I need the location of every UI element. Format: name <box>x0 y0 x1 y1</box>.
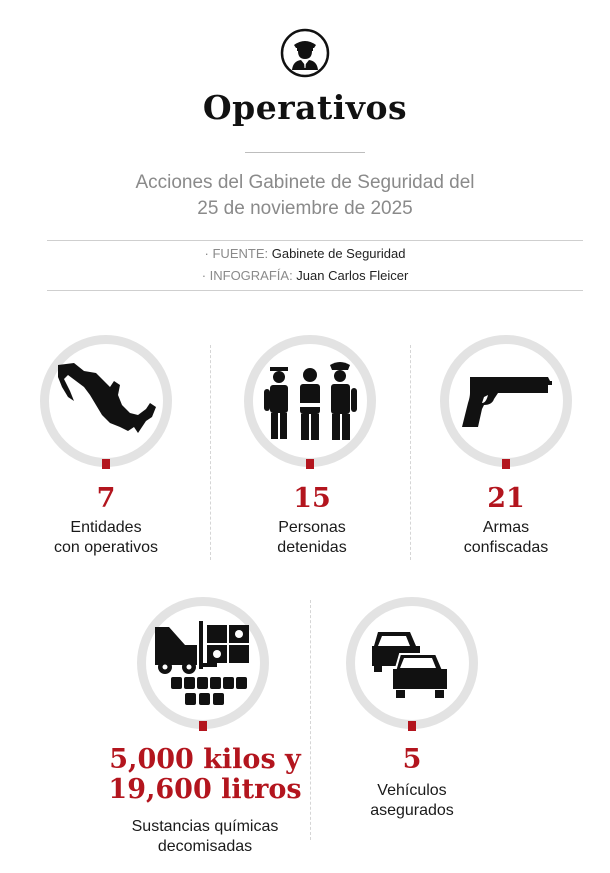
infographic-key: · INFOGRAFÍA: <box>201 268 293 283</box>
stat-value-line-1: 5,000 kilos y <box>109 744 301 775</box>
mexico-map-icon <box>54 361 158 441</box>
stat-label-line-1: Personas <box>278 519 346 536</box>
stat-label-line-1: Armas <box>482 519 530 536</box>
pistol-icon <box>458 371 554 431</box>
stat-label-line-2: asegurados <box>370 802 454 819</box>
stat-ring <box>244 335 376 467</box>
stat-label-line-2: decomisadas <box>157 838 253 855</box>
stat-ring <box>137 597 269 729</box>
credits-top-rule <box>47 240 583 241</box>
credits-bottom-rule <box>47 290 583 291</box>
stat-value: 15 <box>293 483 331 514</box>
stat-label-line-2: confiscadas <box>463 539 549 556</box>
ring-pin <box>306 459 314 469</box>
infographic-value: Juan Carlos Fleicer <box>292 268 409 283</box>
stat-label-line-2: con operativos <box>53 539 159 556</box>
stat-ring <box>440 335 572 467</box>
title-divider <box>245 152 365 153</box>
source-value: Gabinete de Seguridad <box>268 246 406 261</box>
stat-label-line-1: Vehículos <box>377 782 447 799</box>
infographic-credit <box>0 268 610 283</box>
source-credit <box>0 246 610 261</box>
forklift-chemicals-icon <box>149 615 257 711</box>
stat-label <box>60 817 350 857</box>
stat-value: 21 <box>487 483 525 514</box>
subtitle-line-2: 25 de noviembre de 2025 <box>197 198 413 219</box>
stat-label <box>0 518 212 558</box>
ring-pin <box>199 721 207 731</box>
subtitle <box>60 170 550 222</box>
cars-icon <box>370 626 454 700</box>
stat-label <box>400 518 610 558</box>
ring-pin <box>502 459 510 469</box>
detained-persons-icon <box>262 359 358 443</box>
stat-label <box>312 781 512 821</box>
ring-pin <box>408 721 416 731</box>
page-title: Operativos <box>202 88 408 127</box>
stat-value: 5 <box>402 744 422 775</box>
police-officer-icon <box>280 28 330 78</box>
stat-label-line-1: Entidades <box>70 519 142 536</box>
subtitle-line-1: Acciones del Gabinete de Seguridad del <box>135 172 475 193</box>
stat-ring <box>346 597 478 729</box>
stat-value <box>60 745 350 805</box>
stat-value: 7 <box>96 483 116 514</box>
ring-pin <box>102 459 110 469</box>
stat-label-line-2: detenidas <box>277 539 347 556</box>
stat-label <box>206 518 418 558</box>
stat-label-line-1: Sustancias químicas <box>131 818 279 835</box>
stat-value-line-2: 19,600 litros <box>108 774 302 805</box>
stat-ring <box>40 335 172 467</box>
source-key: · FUENTE: <box>204 246 269 261</box>
